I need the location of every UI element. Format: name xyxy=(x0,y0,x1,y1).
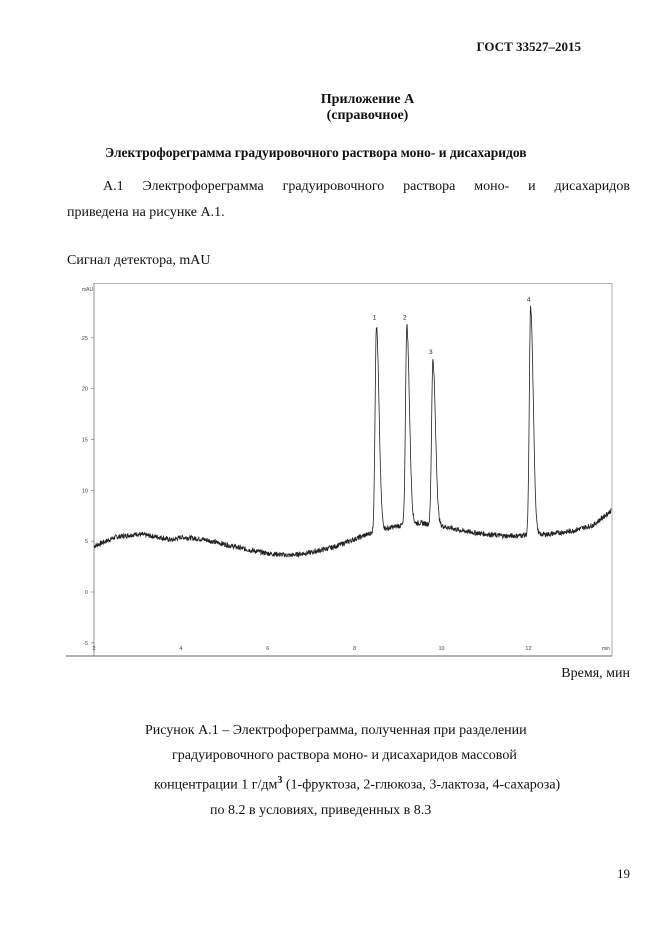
peak-label-4: 4 xyxy=(526,296,531,304)
caption-line-2: градуировочного раствора моно- и дисахаридов массовой xyxy=(172,748,517,763)
caption-line-1: Рисунок А.1 – Электрофореграмма, полученная при разделении xyxy=(145,723,527,738)
x-axis-caption: Время, мин xyxy=(561,666,630,681)
x-tick-label: 8 xyxy=(353,646,357,652)
paragraph-line-1: А.1 Электрофореграмма градуировочного раствора моно- и дисахаридов xyxy=(103,179,630,194)
paragraph xyxy=(67,174,630,226)
y-tick-label: 25 xyxy=(81,335,88,342)
y-tick-label: 20 xyxy=(81,386,88,393)
caption-line-4: по 8.2 в условиях, приведенных в 8.3 xyxy=(210,803,432,818)
chart-series xyxy=(94,306,611,558)
x-tick-label: 2 xyxy=(92,646,96,652)
x-tick-label: 10 xyxy=(438,646,445,652)
caption-line-3 xyxy=(154,769,560,798)
y-tick-label: 5 xyxy=(84,539,88,546)
standard-number: ГОСТ 33527–2015 xyxy=(476,39,581,54)
peak-label-3: 3 xyxy=(429,349,433,357)
peak-label-2: 2 xyxy=(402,314,407,322)
appendix-title: Приложение А xyxy=(320,92,415,107)
appendix-subtitle: (справочное) xyxy=(326,108,409,123)
y-tick-label: 15 xyxy=(81,437,88,444)
x-tick-label: 6 xyxy=(266,646,270,652)
caption-line-3-b: (1-фруктоза, 2-глюкоза, 3-лактоза, 4-сахароза) xyxy=(282,777,561,793)
y-tick-label: -5 xyxy=(83,640,88,647)
paragraph-line-2: приведена на рисунке А.1. xyxy=(67,205,225,220)
page-number: 19 xyxy=(617,866,630,881)
appendix-heading xyxy=(0,92,661,124)
y-unit-label: mAU xyxy=(82,287,94,293)
x-tick-label: 12 xyxy=(525,646,532,652)
y-tick-label: 0 xyxy=(84,590,88,596)
peak-label-1: 1 xyxy=(372,314,377,322)
signal-line xyxy=(94,306,611,558)
electropherogram-chart xyxy=(66,283,614,658)
y-axis-caption: Сигнал детектора, mAU xyxy=(67,253,211,268)
chart-ticks xyxy=(82,287,610,652)
chart-svg xyxy=(66,283,614,658)
y-tick-label: 10 xyxy=(81,488,88,495)
x-tick-label: 4 xyxy=(179,646,183,652)
chart-peak-labels xyxy=(373,296,531,356)
caption-line-3-a: концентрации 1 г/дм xyxy=(154,777,278,793)
caption-line-3-sup: 3 xyxy=(277,775,283,786)
section-title: Электрофореграмма градуировочного раствора моно- и дисахаридов xyxy=(105,145,527,160)
x-unit-label: min xyxy=(601,646,611,652)
